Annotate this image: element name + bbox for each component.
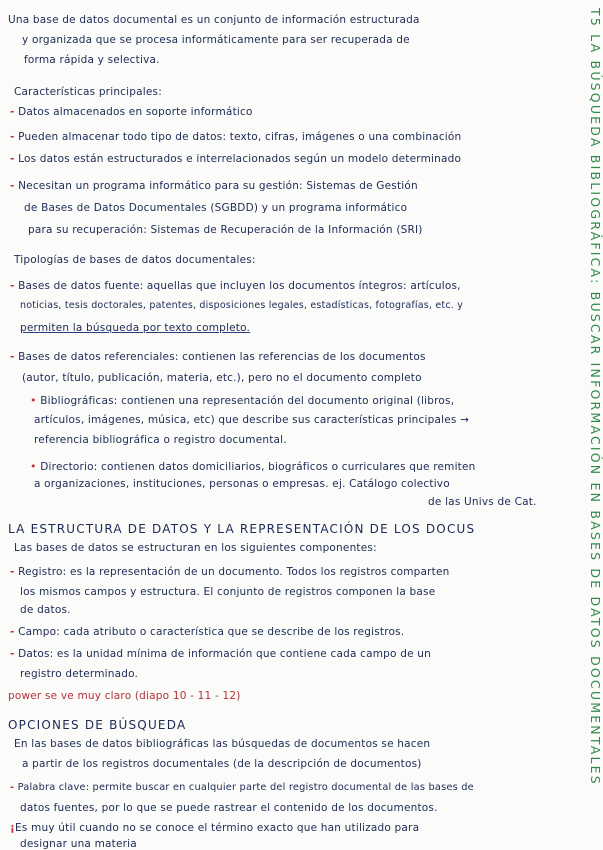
section-title: LA ESTRUCTURA DE DATOS Y LA REPRESENTACIÓN DE LOS DOCUS: [8, 522, 476, 536]
section-intro-cont: a partir de los registros documentales (de la descripción de documentos): [22, 758, 422, 770]
list-item-cont: de datos.: [20, 604, 71, 616]
list-item: - Pueden almacenar todo tipo de datos: texto, cifras, imágenes o una combinación: [10, 131, 462, 143]
list-item: - Datos: es la unidad mínima de información que contiene cada campo de un: [10, 648, 431, 660]
section-intro: Las bases de datos se estructuran en los siguientes componentes:: [14, 542, 377, 554]
section-heading: Características principales:: [14, 86, 162, 98]
dash-mark: -: [10, 351, 15, 363]
bullet-mark: •: [30, 394, 37, 407]
sub-list-item-cont: referencia bibliográfica o registro documental.: [34, 434, 287, 446]
list-item: - Los datos están estructurados e interrelacionados según un modelo determinado: [10, 153, 462, 165]
dash-mark: -: [10, 180, 15, 192]
list-item-cont: registro determinado.: [20, 668, 139, 680]
section-intro: En las bases de datos bibliográficas las búsquedas de documentos se hacen: [14, 738, 431, 750]
list-item-cont: datos fuentes, por lo que se puede rastrear el contenido de los documentos.: [20, 802, 438, 814]
sub-list-item-cont: de las Univs de Cat.: [428, 496, 537, 508]
section-heading: Tipologías de bases de datos documentales:: [14, 254, 256, 266]
list-item-cont: los mismos campos y estructura. El conjunto de registros componen la base: [20, 586, 436, 598]
dash-mark: -: [10, 280, 15, 292]
red-note: power se ve muy claro (diapo 10 - 11 - 12): [8, 690, 241, 702]
list-item-cont: noticias, tesis doctorales, patentes, disposiciones legales, estadísticas, fotografías, etc. y: [20, 300, 464, 311]
exclaim-mark: ¡: [10, 822, 15, 834]
dash-mark: -: [10, 626, 15, 638]
list-item-cont: de Bases de Datos Documentales (SGBDD) y un programa informático: [24, 202, 408, 214]
sub-list-item-cont: a organizaciones, instituciones, personas o empresas. ej. Catálogo colectivo: [34, 478, 450, 490]
dash-mark: -: [10, 106, 15, 118]
list-item-cont: designar una materia: [20, 838, 137, 850]
list-item: - Necesitan un programa informático para su gestión: Sistemas de Gestión: [10, 180, 418, 192]
sub-list-item: • Bibliográficas: contienen una representación del documento original (libros,: [30, 394, 455, 407]
dash-mark: -: [10, 153, 15, 165]
list-item-cont: para su recuperación: Sistemas de Recuperación de la Información (SRI): [28, 224, 423, 236]
list-item: - Campo: cada atributo o característica que se describe de los registros.: [10, 626, 405, 638]
sub-list-item-cont: artículos, imágenes, música, etc) que describe sus características principales →: [34, 414, 470, 426]
dash-mark: -: [10, 131, 15, 143]
list-item-cont: permiten la búsqueda por texto completo.: [20, 322, 251, 334]
dash-mark: -: [10, 566, 15, 578]
list-item-cont: (autor, título, publicación, materia, etc.), pero no el documento completo: [22, 372, 422, 384]
intro-line-3: forma rápida y selectiva.: [24, 54, 160, 66]
dash-mark: -: [10, 648, 15, 660]
intro-line-2: y organizada que se procesa informáticamente para ser recuperada de: [22, 34, 410, 46]
sub-list-item: • Directorio: contienen datos domiciliarios, biográficos o curriculares que remiten: [30, 460, 476, 473]
intro-line-1: Una base de datos documental es un conjunto de información estructurada: [8, 14, 420, 26]
bullet-mark: •: [30, 460, 37, 473]
list-item: - Bases de datos referenciales: contienen las referencias de los documentos: [10, 351, 426, 363]
dash-mark: -: [10, 782, 15, 793]
list-item: - Datos almacenados en soporte informático: [10, 106, 253, 118]
list-item: - Bases de datos fuente: aquellas que incluyen los documentos íntegros: artículos,: [10, 280, 461, 292]
section-title: OPCIONES DE BÚSQUEDA: [8, 718, 187, 732]
list-item: - Palabra clave: permite buscar en cualquier parte del registro documental de las bases de: [10, 782, 474, 793]
list-item-note: ¡Es muy útil cuando no se conoce el término exacto que han utilizado para: [10, 822, 420, 834]
list-item: - Registro: es la representación de un documento. Todos los registros comparten: [10, 566, 450, 578]
side-title: T5 LA BÚSQUEDA BIBLIOGRÁFICA: BUSCAR INFORMACIÓN EN BASES DE DATOS DOCUMENTALES: [588, 8, 603, 786]
